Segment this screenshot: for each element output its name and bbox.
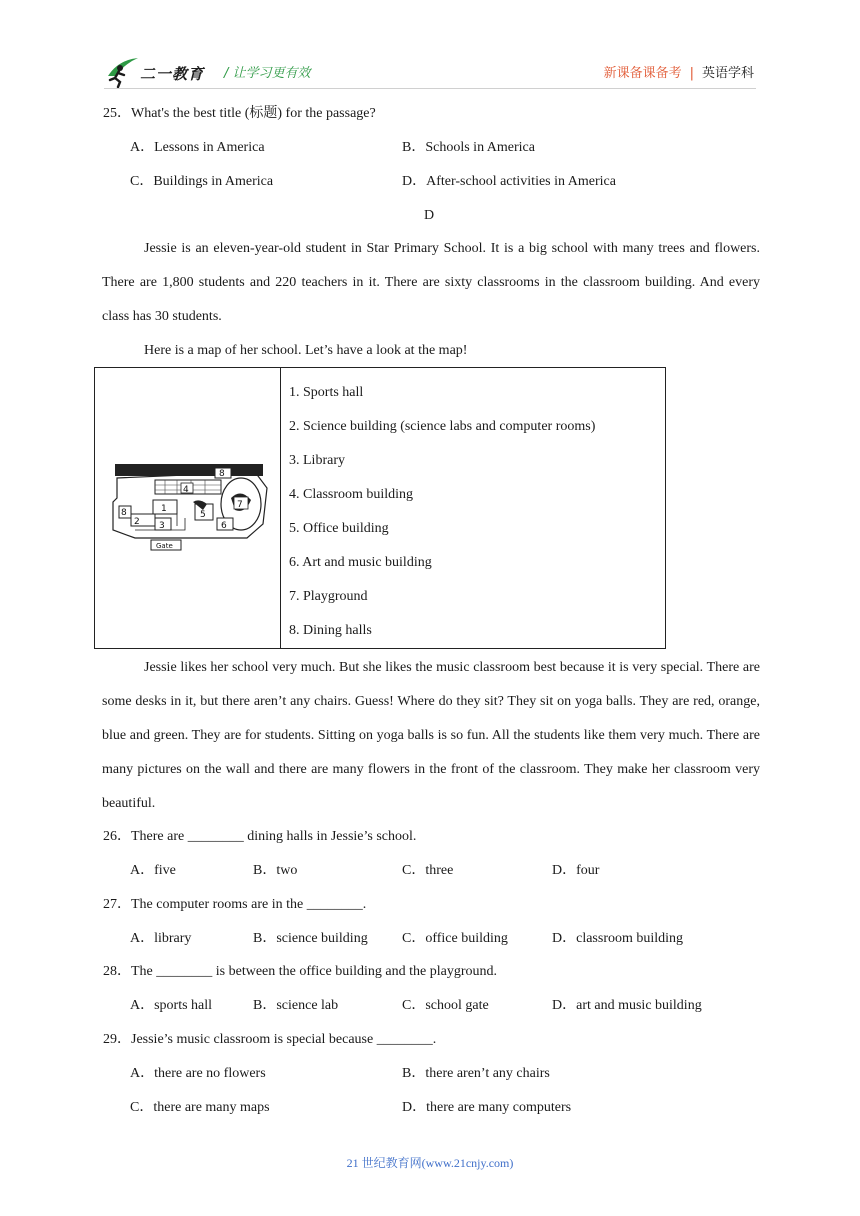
- map-legend-item: 3. Library: [289, 453, 345, 468]
- map-number-1: 1: [161, 504, 167, 514]
- question-27-option-c[interactable]: C．office building: [402, 931, 508, 946]
- question-26-option-d[interactable]: D．four: [552, 863, 600, 878]
- page-footer: 21 世纪教育网(www.21cnjy.com): [346, 1156, 514, 1170]
- question-27-option-b[interactable]: B．science building: [253, 931, 368, 946]
- header-series: 新课备课备考: [603, 66, 682, 81]
- logo: [104, 56, 212, 88]
- map-legend-item: 8. Dining halls: [289, 623, 372, 638]
- map-gate-label: Gate: [156, 542, 173, 550]
- passage-paragraph-2: Here is a map of her school. Let’s have a look at the map!: [144, 343, 468, 358]
- map-legend-item: 6. Art and music building: [289, 555, 432, 570]
- map-legend-item: 7. Playground: [289, 589, 368, 604]
- logo-text: 二一教育: [140, 65, 205, 83]
- question-29-option-a[interactable]: A．there are no flowers: [130, 1066, 266, 1081]
- question-25-option-d[interactable]: D．After-school activities in America: [402, 174, 616, 189]
- map-number-8-left: 8: [121, 508, 127, 518]
- header-subject: [604, 62, 754, 81]
- section-label: D: [424, 208, 435, 223]
- map-number-8-top: 8: [219, 469, 225, 479]
- map-number-6: 6: [221, 521, 227, 531]
- question-28-option-b[interactable]: B．science lab: [253, 998, 339, 1013]
- question-26-option-a[interactable]: A．five: [130, 863, 176, 878]
- slogan: / 让学习更有效: [224, 66, 311, 81]
- question-25-stem: 25．What's the best title (标题) for the passage?: [103, 106, 376, 121]
- map-legend-item: 4. Classroom building: [289, 487, 414, 502]
- question-26-option-c[interactable]: C．three: [402, 863, 454, 878]
- question-28-option-a[interactable]: A．sports hall: [130, 998, 213, 1013]
- question-25-option-c[interactable]: C．Buildings in America: [130, 174, 274, 189]
- page-header: [0, 0, 860, 100]
- map-legend-item: 5. Office building: [289, 521, 389, 536]
- school-map-table: [94, 367, 666, 649]
- map-number-4: 4: [183, 485, 189, 495]
- map-number-5: 5: [200, 510, 206, 520]
- question-28-option-d[interactable]: D．art and music building: [552, 998, 702, 1013]
- question-29-option-c[interactable]: C．there are many maps: [130, 1100, 270, 1115]
- map-number-2: 2: [134, 517, 140, 527]
- question-26-stem: 26．There are ________ dining halls in Jessie’s school.: [103, 829, 417, 844]
- header-subject-label: 英语学科: [701, 66, 754, 81]
- passage-paragraph-3: Jessie likes her school very much. But she likes the music classroom best because it is very special. There are some desks in it, but there aren’t any chairs. Guess! Where do they sit? They sit on yoga balls. They are red, orange, blue and green. They are for students. Sitting on yoga balls is so fun. All the students like them very much. There are many pictures on the wall and there are many flowers in the front of the classroom. They make her classroom very beautiful.: [102, 660, 760, 811]
- question-29-stem: 29．Jessie’s music classroom is special because ________.: [103, 1032, 437, 1047]
- school-map-image: [95, 368, 280, 648]
- question-27-stem: 27．The computer rooms are in the ________.: [103, 897, 367, 912]
- question-29-option-d[interactable]: D．there are many computers: [402, 1100, 572, 1115]
- passage-paragraph-1: Jessie is an eleven-year-old student in Star Primary School. It is a big school with many trees and flowers. There are 1,800 students and 220 teachers in it. There are sixty classrooms in the classroom building. And every class has 30 students.: [102, 241, 760, 324]
- header-divider: [104, 88, 756, 89]
- map-number-7: 7: [237, 500, 243, 510]
- school-map-cell: [95, 368, 281, 648]
- runner-logo-icon: [104, 56, 140, 88]
- question-29-option-b[interactable]: B．there aren’t any chairs: [402, 1066, 550, 1081]
- question-27-option-a[interactable]: A．library: [130, 931, 192, 946]
- question-25-option-a[interactable]: A．Lessons in America: [130, 140, 265, 155]
- question-26-option-b[interactable]: B．two: [253, 863, 298, 878]
- map-legend-item: 1. Sports hall: [289, 385, 364, 400]
- question-28-stem: 28．The ________ is between the office building and the playground.: [103, 964, 497, 979]
- question-27-option-d[interactable]: D．classroom building: [552, 931, 684, 946]
- header-separator: |: [689, 66, 694, 81]
- question-25-option-b[interactable]: B．Schools in America: [402, 140, 535, 155]
- question-28-option-c[interactable]: C．school gate: [402, 998, 489, 1013]
- map-legend-item: 2. Science building (science labs and computer rooms): [289, 419, 596, 434]
- map-number-3: 3: [159, 521, 165, 531]
